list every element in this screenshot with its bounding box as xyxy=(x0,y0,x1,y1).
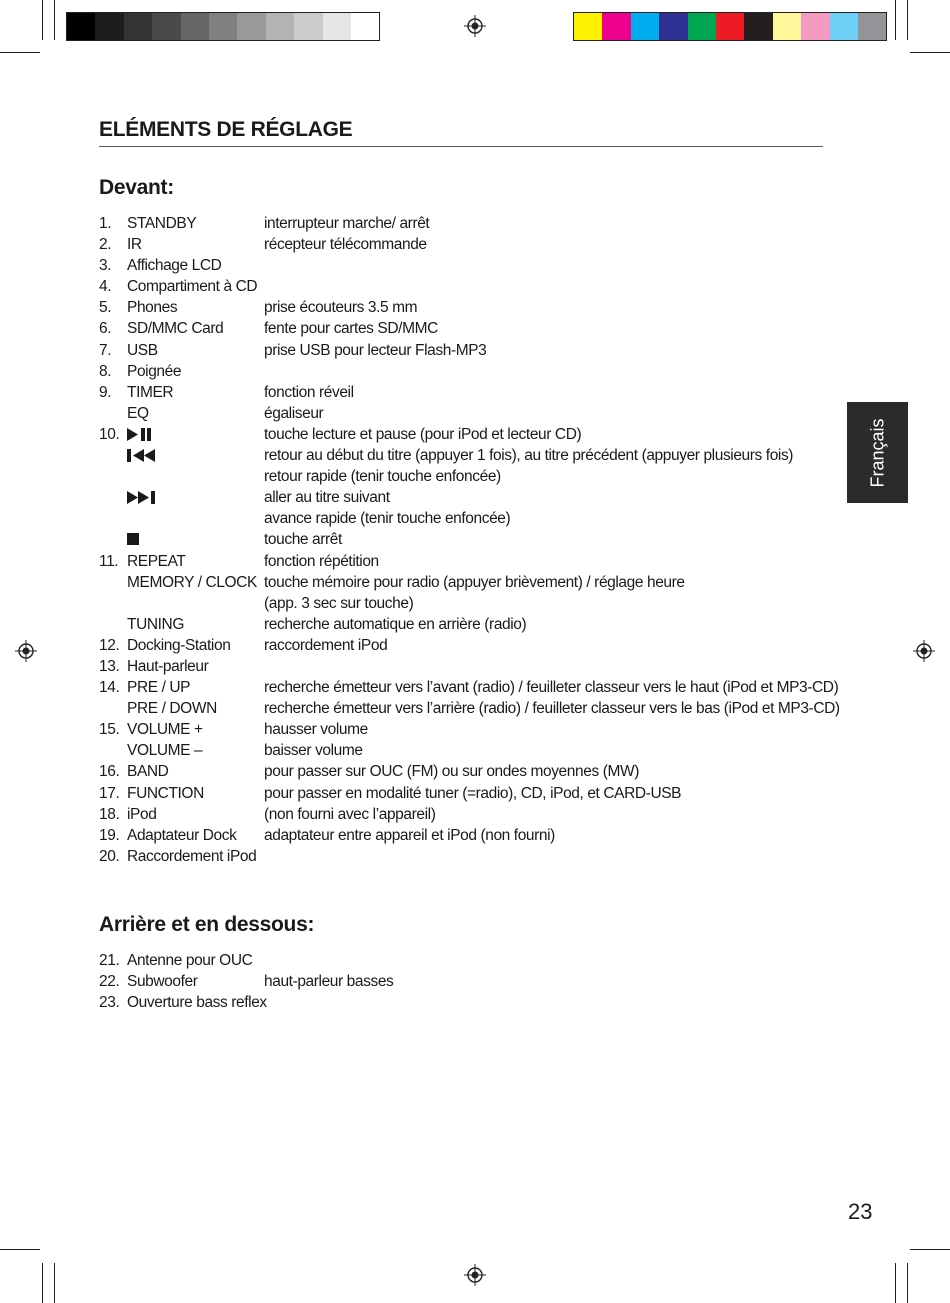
item-term: FUNCTION xyxy=(127,784,204,802)
list-item xyxy=(99,846,839,867)
item-description: touche lecture et pause (pour iPod et lecteur CD) xyxy=(264,425,582,443)
rear-controls-list xyxy=(99,950,839,1013)
process-color-bar xyxy=(573,12,887,41)
list-item xyxy=(99,950,839,971)
color-swatch xyxy=(574,13,602,40)
item-term: USB xyxy=(127,341,158,359)
item-term: Raccordement iPod xyxy=(127,847,257,865)
item-term: MEMORY / CLOCK xyxy=(127,573,257,591)
list-item xyxy=(99,761,839,782)
language-tab xyxy=(847,402,908,503)
list-item xyxy=(99,719,839,740)
item-term: IR xyxy=(127,236,142,254)
item-description: raccordement iPod xyxy=(264,636,388,654)
color-swatch xyxy=(351,13,379,40)
list-item xyxy=(99,572,839,593)
item-description: aller au titre suivant xyxy=(264,489,390,507)
item-term: STANDBY xyxy=(127,215,197,232)
list-item xyxy=(99,740,839,761)
item-term: Poignée xyxy=(127,362,182,380)
registration-mark-icon xyxy=(464,15,486,37)
title-divider xyxy=(99,146,823,147)
item-description: hausser volume xyxy=(264,721,368,739)
item-number: 6. xyxy=(99,320,112,338)
item-description: (non fourni avec l’appareil) xyxy=(264,805,436,823)
item-term: Affichage LCD xyxy=(127,257,222,275)
color-swatch xyxy=(209,13,237,40)
list-item xyxy=(99,551,839,572)
list-item xyxy=(99,804,839,825)
item-number: 4. xyxy=(99,278,112,296)
grayscale-color-bar xyxy=(66,12,380,41)
crop-mark xyxy=(0,52,40,53)
item-description: (app. 3 sec sur touche) xyxy=(264,594,414,612)
item-term: Phones xyxy=(127,299,178,317)
list-item xyxy=(99,318,839,339)
item-number: 1. xyxy=(99,215,112,232)
item-term: TIMER xyxy=(127,383,174,401)
item-number: 21. xyxy=(99,952,120,969)
list-item xyxy=(99,466,839,487)
item-term: Docking-Station xyxy=(127,636,231,654)
color-swatch xyxy=(237,13,265,40)
list-item xyxy=(99,424,839,445)
item-description: recherche émetteur vers l’avant (radio) / feuilleter classeur vers le haut (iPod et MP3-CD) xyxy=(264,679,839,697)
item-number: 9. xyxy=(99,383,112,401)
crop-mark xyxy=(895,1263,896,1303)
color-swatch xyxy=(323,13,351,40)
item-description: touche arrêt xyxy=(264,531,342,549)
crop-mark xyxy=(42,0,43,40)
front-heading: Devant: xyxy=(99,176,174,199)
list-item xyxy=(99,361,839,382)
list-item xyxy=(99,992,839,1013)
color-swatch xyxy=(830,13,858,40)
item-term: EQ xyxy=(127,404,149,422)
stop-icon xyxy=(127,529,141,550)
item-description: interrupteur marche/ arrêt xyxy=(264,215,430,232)
item-number: 19. xyxy=(99,826,120,844)
list-item xyxy=(99,340,839,361)
item-description: pour passer en modalité tuner (=radio), CD, iPod, et CARD-USB xyxy=(264,784,682,802)
color-swatch xyxy=(124,13,152,40)
item-term: SD/MMC Card xyxy=(127,320,224,338)
color-swatch xyxy=(602,13,630,40)
list-item xyxy=(99,656,839,677)
crop-mark xyxy=(910,52,950,53)
item-number: 2. xyxy=(99,236,112,254)
color-swatch xyxy=(266,13,294,40)
list-item xyxy=(99,825,839,846)
list-item xyxy=(99,445,839,466)
color-swatch xyxy=(181,13,209,40)
color-swatch xyxy=(152,13,180,40)
item-number: 5. xyxy=(99,299,112,317)
item-description: égaliseur xyxy=(264,404,324,422)
list-item xyxy=(99,276,839,297)
list-item xyxy=(99,698,839,719)
item-description: recherche émetteur vers l’arrière (radio) / feuilleter classeur vers le bas (iPod et MP3-CD) xyxy=(264,700,840,718)
list-item xyxy=(99,487,839,508)
item-term: Subwoofer xyxy=(127,973,198,991)
color-swatch xyxy=(744,13,772,40)
color-swatch xyxy=(67,13,95,40)
list-item xyxy=(99,677,839,698)
list-item xyxy=(99,382,839,403)
crop-mark xyxy=(42,1263,43,1303)
list-item xyxy=(99,234,839,255)
crop-mark xyxy=(54,1263,55,1303)
color-swatch xyxy=(716,13,744,40)
color-swatch xyxy=(773,13,801,40)
list-item xyxy=(99,635,839,656)
item-term: PRE / DOWN xyxy=(127,700,217,718)
item-description: prise écouteurs 3.5 mm xyxy=(264,299,418,317)
rear-heading: Arrière et en dessous: xyxy=(99,913,315,936)
item-number: 16. xyxy=(99,763,120,781)
color-swatch xyxy=(688,13,716,40)
item-term: Antenne pour OUC xyxy=(127,952,253,969)
item-number: 12. xyxy=(99,636,120,654)
page-title: ELÉMENTS DE RÉGLAGE xyxy=(99,118,353,141)
item-description: haut-parleur basses xyxy=(264,973,394,991)
color-swatch xyxy=(294,13,322,40)
list-item xyxy=(99,529,839,550)
crop-mark xyxy=(907,1263,908,1303)
item-number: 23. xyxy=(99,994,120,1012)
color-swatch xyxy=(801,13,829,40)
item-term: Adaptateur Dock xyxy=(127,826,237,844)
registration-mark-icon xyxy=(464,1264,486,1286)
item-number: 14. xyxy=(99,679,120,697)
item-number: 17. xyxy=(99,784,120,802)
item-number: 8. xyxy=(99,362,112,380)
item-term: Haut-parleur xyxy=(127,657,209,675)
color-swatch xyxy=(659,13,687,40)
item-number: 13. xyxy=(99,657,120,675)
item-description: recherche automatique en arrière (radio) xyxy=(264,615,527,633)
item-number: 11. xyxy=(99,552,119,570)
item-description: touche mémoire pour radio (appuyer brièvement) / réglage heure xyxy=(264,573,685,591)
list-item xyxy=(99,403,839,424)
crop-mark xyxy=(54,0,55,40)
item-number: 22. xyxy=(99,973,120,991)
item-description: avance rapide (tenir touche enfoncée) xyxy=(264,510,511,528)
item-term: BAND xyxy=(127,763,169,781)
list-item xyxy=(99,297,839,318)
item-number: 15. xyxy=(99,721,120,739)
item-description: fonction réveil xyxy=(264,383,354,401)
front-controls-list xyxy=(99,213,839,867)
color-swatch xyxy=(858,13,886,40)
page-number: 23 xyxy=(848,1199,873,1224)
color-swatch xyxy=(631,13,659,40)
item-term: VOLUME + xyxy=(127,721,203,739)
crop-mark xyxy=(907,0,908,40)
next-icon xyxy=(127,487,163,508)
item-number: 3. xyxy=(99,257,112,275)
previous-icon xyxy=(127,445,163,466)
item-term: Ouverture bass reflex xyxy=(127,994,267,1012)
item-description: baisser volume xyxy=(264,742,363,760)
list-item xyxy=(99,213,839,234)
item-description: pour passer sur OUC (FM) ou sur ondes moyennes (MW) xyxy=(264,763,639,781)
item-term: TUNING xyxy=(127,615,185,633)
item-term: REPEAT xyxy=(127,552,186,570)
play-pause-icon xyxy=(127,424,157,445)
item-number: 18. xyxy=(99,805,120,823)
crop-mark xyxy=(895,0,896,40)
color-swatch xyxy=(95,13,123,40)
list-item xyxy=(99,783,839,804)
language-tab-label: Français xyxy=(867,417,887,488)
crop-mark xyxy=(0,1249,40,1250)
item-number: 20. xyxy=(99,847,120,865)
item-term: iPod xyxy=(127,805,157,823)
list-item xyxy=(99,255,839,276)
item-description: adaptateur entre appareil et iPod (non fourni) xyxy=(264,826,555,844)
item-number: 10. xyxy=(99,425,120,443)
item-description: récepteur télécommande xyxy=(264,236,427,254)
item-description: retour rapide (tenir touche enfoncée) xyxy=(264,468,501,486)
item-term: Compartiment à CD xyxy=(127,278,258,296)
list-item xyxy=(99,593,839,614)
list-item xyxy=(99,614,839,635)
registration-mark-icon xyxy=(913,640,935,662)
item-description: fonction répétition xyxy=(264,552,379,570)
item-description: prise USB pour lecteur Flash-MP3 xyxy=(264,341,487,359)
item-description: retour au début du titre (appuyer 1 fois), au titre précédent (appuyer plusieurs fois) xyxy=(264,447,794,465)
item-description: fente pour cartes SD/MMC xyxy=(264,320,438,338)
registration-mark-icon xyxy=(15,640,37,662)
item-term: PRE / UP xyxy=(127,679,191,697)
item-term: VOLUME – xyxy=(127,742,203,760)
crop-mark xyxy=(910,1249,950,1250)
list-item xyxy=(99,971,839,992)
list-item xyxy=(99,508,839,529)
item-number: 7. xyxy=(99,341,112,359)
